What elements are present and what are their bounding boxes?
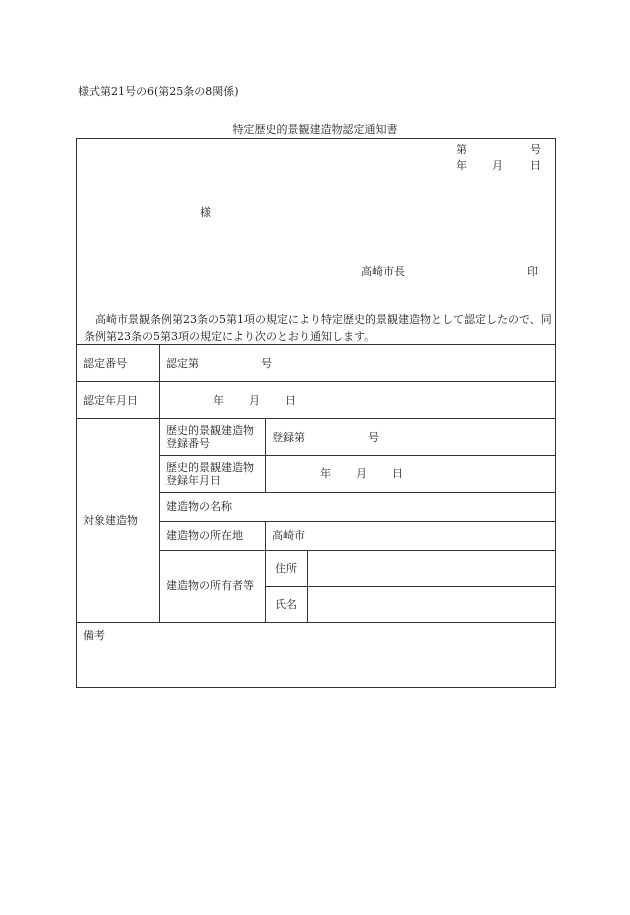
cert-date-hi: 日	[285, 394, 296, 407]
cert-number-prefix: 認定第	[166, 357, 199, 370]
divider	[307, 550, 308, 622]
divider	[159, 455, 556, 456]
seal-mark: 印	[527, 265, 538, 278]
number-dai: 第	[456, 143, 467, 156]
building-location-label: 建造物の所在地	[166, 529, 243, 542]
divider	[159, 492, 556, 493]
registration-number-suffix: 号	[368, 431, 379, 444]
divider	[76, 418, 556, 419]
cert-date-label: 認定年月日	[83, 394, 138, 407]
divider	[76, 381, 556, 382]
number-go: 号	[530, 143, 541, 156]
building-name-label: 建造物の名称	[166, 500, 232, 513]
registration-date-hi: 日	[392, 467, 403, 480]
divider	[265, 521, 266, 622]
registration-date-label: 歴史的景観建造物登録年月日	[166, 461, 254, 487]
cert-number-label: 認定番号	[83, 357, 127, 370]
divider	[159, 521, 556, 522]
divider	[76, 344, 556, 345]
divider	[265, 418, 266, 492]
form-number: 様式第21号の6(第25条の8関係)	[78, 85, 239, 98]
owner-name-label: 氏名	[275, 598, 297, 611]
date-hi: 日	[530, 159, 541, 172]
building-owner-label: 建造物の所有者等	[166, 579, 254, 592]
document-title: 特定歴史的景観建造物認定通知書	[232, 123, 398, 136]
notice-paragraph: 高崎市景観条例第23条の5第1項の規定により特定歴史的景観建造物として認定したので、同条例第23条の5第3項の規定により次のとおり通知します。	[84, 313, 552, 343]
issuer-name: 高崎市長	[361, 265, 405, 278]
building-location-value: 高崎市	[272, 529, 305, 542]
target-building-label: 対象建造物	[83, 514, 138, 527]
registration-date-tsuki: 月	[356, 467, 367, 480]
form-frame	[76, 138, 556, 688]
divider	[159, 344, 160, 622]
divider	[159, 550, 556, 551]
divider	[76, 622, 556, 623]
cert-date-tsuki: 月	[249, 394, 260, 407]
remarks-label: 備考	[83, 629, 105, 642]
registration-number-label: 歴史的景観建造物登録番号	[166, 424, 254, 450]
date-nen: 年	[456, 159, 467, 172]
divider	[265, 586, 556, 587]
date-tsuki: 月	[492, 159, 503, 172]
cert-date-nen: 年	[213, 394, 224, 407]
registration-date-nen: 年	[320, 467, 331, 480]
recipient-sama: 様	[200, 206, 211, 219]
registration-number-prefix: 登録第	[272, 431, 305, 444]
cert-number-suffix: 号	[261, 357, 272, 370]
owner-address-label: 住所	[275, 562, 297, 575]
